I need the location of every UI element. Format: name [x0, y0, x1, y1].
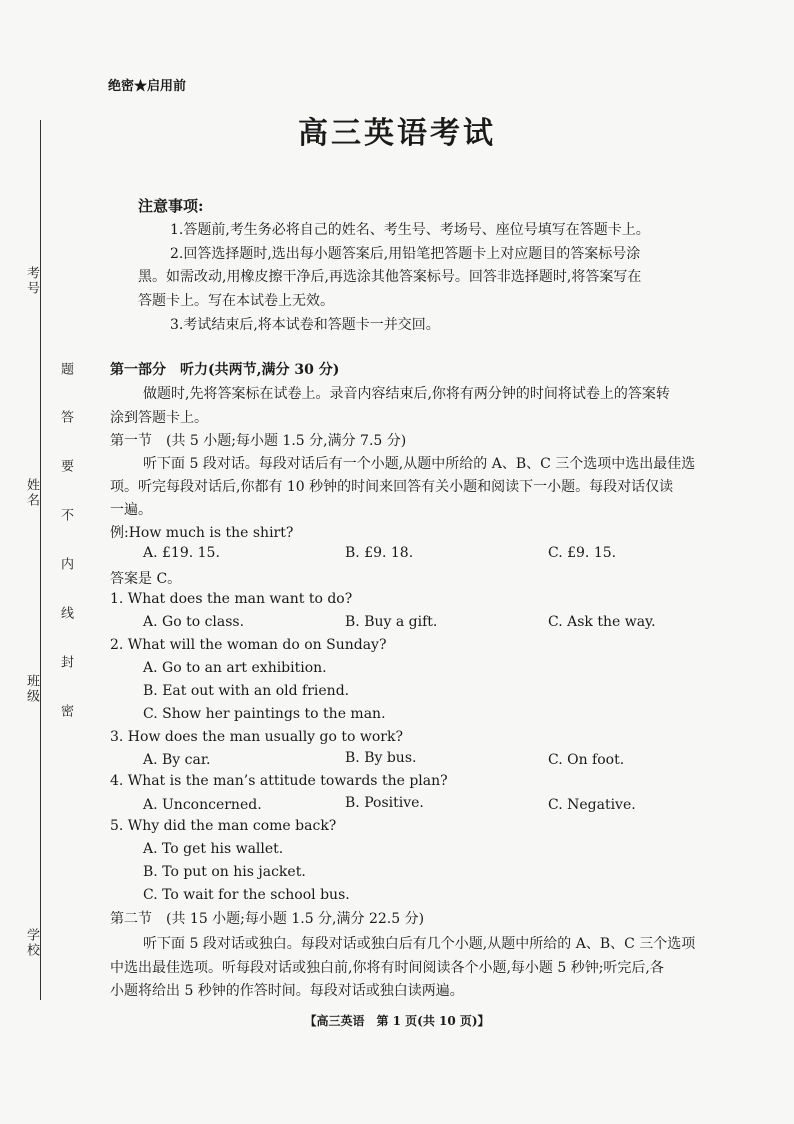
section1-heading: 第一节 (共 5 小题;每小题 1.5 分,满分 7.5 分) [110, 433, 407, 449]
page-title: 高三英语考试 [298, 116, 496, 151]
q2-option-b: B. Eat out with an old friend. [143, 683, 350, 699]
seal-char-5: 内 [58, 557, 73, 572]
q5-option-b: B. To put on his jacket. [143, 864, 306, 880]
notice-line: 答题卡上。写在本试卷上无效。 [138, 293, 334, 309]
seal-char-8: 密 [58, 704, 73, 719]
margin-field-school: 学校 [24, 928, 39, 958]
part1-intro-line: 做题时,先将答案标在试卷上。录音内容结束后,你将有两分钟的时间将试卷上的答案转 [143, 386, 670, 402]
notice-line: 1.答题前,考生务必将自己的姓名、考生号、考场号、座位号填写在答题卡上。 [170, 222, 650, 238]
q5-option-a: A. To get his wallet. [143, 841, 284, 857]
section1-intro-line: 一遍。 [110, 502, 152, 518]
section2-intro-line: 中选出最佳选项。听每段对话或独白前,你将有时间阅读各个小题,每小题 5 秒钟;听完后,各 [110, 960, 664, 976]
q4-option-b: B. Positive. [345, 795, 424, 811]
question-1: 1. What does the man want to do? [110, 591, 353, 607]
example-option-a: A. £19. 15. [143, 545, 220, 561]
section2-heading: 第二节 (共 15 小题;每小题 1.5 分,满分 22.5 分) [110, 911, 425, 927]
q1-option-b: B. Buy a gift. [345, 614, 438, 630]
notice-line: 黑。如需改动,用橡皮擦干净后,再选涂其他答案标号。回答非选择题时,将答案写在 [138, 269, 642, 285]
example-option-b: B. £9. 18. [345, 545, 414, 561]
q4-option-c: C. Negative. [548, 797, 636, 813]
q2-option-a: A. Go to an art exhibition. [143, 660, 327, 676]
seal-char-6: 线 [58, 606, 73, 621]
seal-char-3: 要 [58, 459, 73, 474]
question-5: 5. Why did the man come back? [110, 818, 337, 834]
margin-field-class: 班级 [24, 674, 39, 704]
part1-heading: 第一部分 听力(共两节,满分 30 分) [110, 362, 340, 378]
q4-option-a: A. Unconcerned. [143, 797, 262, 813]
q3-option-c: C. On foot. [548, 752, 625, 768]
notice-line: 2.回答选择题时,选出每小题答案后,用铅笔把答题卡上对应题目的答案标号涂 [170, 246, 641, 262]
question-2: 2. What will the woman do on Sunday? [110, 637, 387, 653]
seal-char-4: 不 [58, 508, 73, 523]
section1-intro-line: 听下面 5 段对话。每段对话后有一个小题,从题中所给的 A、B、C 三个选项中选出最佳选 [143, 456, 696, 472]
notice-heading: 注意事项: [138, 197, 204, 215]
q5-option-c: C. To wait for the school bus. [143, 887, 350, 903]
section2-intro-line: 听下面 5 段对话或独白。每段对话或独白后有几个小题,从题中所给的 A、B、C 三个选项 [143, 936, 696, 952]
q1-option-c: C. Ask the way. [548, 614, 656, 630]
q3-option-a: A. By car. [143, 752, 211, 768]
margin-field-kaohao: 考号 [24, 266, 39, 296]
question-4: 4. What is the man’s attitude towards the plan? [110, 773, 448, 789]
confidential-label: 绝密★启用前 [108, 79, 187, 94]
part1-intro-line: 涂到答题卡上。 [110, 410, 208, 426]
seal-char-1: 题 [58, 362, 73, 377]
seal-char-7: 封 [58, 655, 73, 670]
q1-option-a: A. Go to class. [143, 614, 245, 630]
page-footer: 【高三英语 第 1 页(共 10 页)】 [304, 1014, 490, 1028]
section1-intro-line: 项。听完每段对话后,你都有 10 秒钟的时间来回答有关小题和阅读下一小题。每段对话仅读 [110, 479, 674, 495]
section2-intro-line: 小题将给出 5 秒钟的作答时间。每段对话或独白读两遍。 [110, 983, 464, 999]
question-3: 3. How does the man usually go to work? [110, 729, 403, 745]
example-question: 例:How much is the shirt? [110, 525, 294, 541]
example-option-c: C. £9. 15. [548, 545, 617, 561]
q2-option-c: C. Show her paintings to the man. [143, 706, 386, 722]
seal-char-2: 答 [58, 410, 73, 425]
example-answer: 答案是 C。 [110, 571, 182, 587]
notice-line: 3.考试结束后,将本试卷和答题卡一并交回。 [170, 317, 440, 333]
margin-field-name: 姓名 [24, 478, 39, 508]
q3-option-b: B. By bus. [345, 750, 417, 766]
